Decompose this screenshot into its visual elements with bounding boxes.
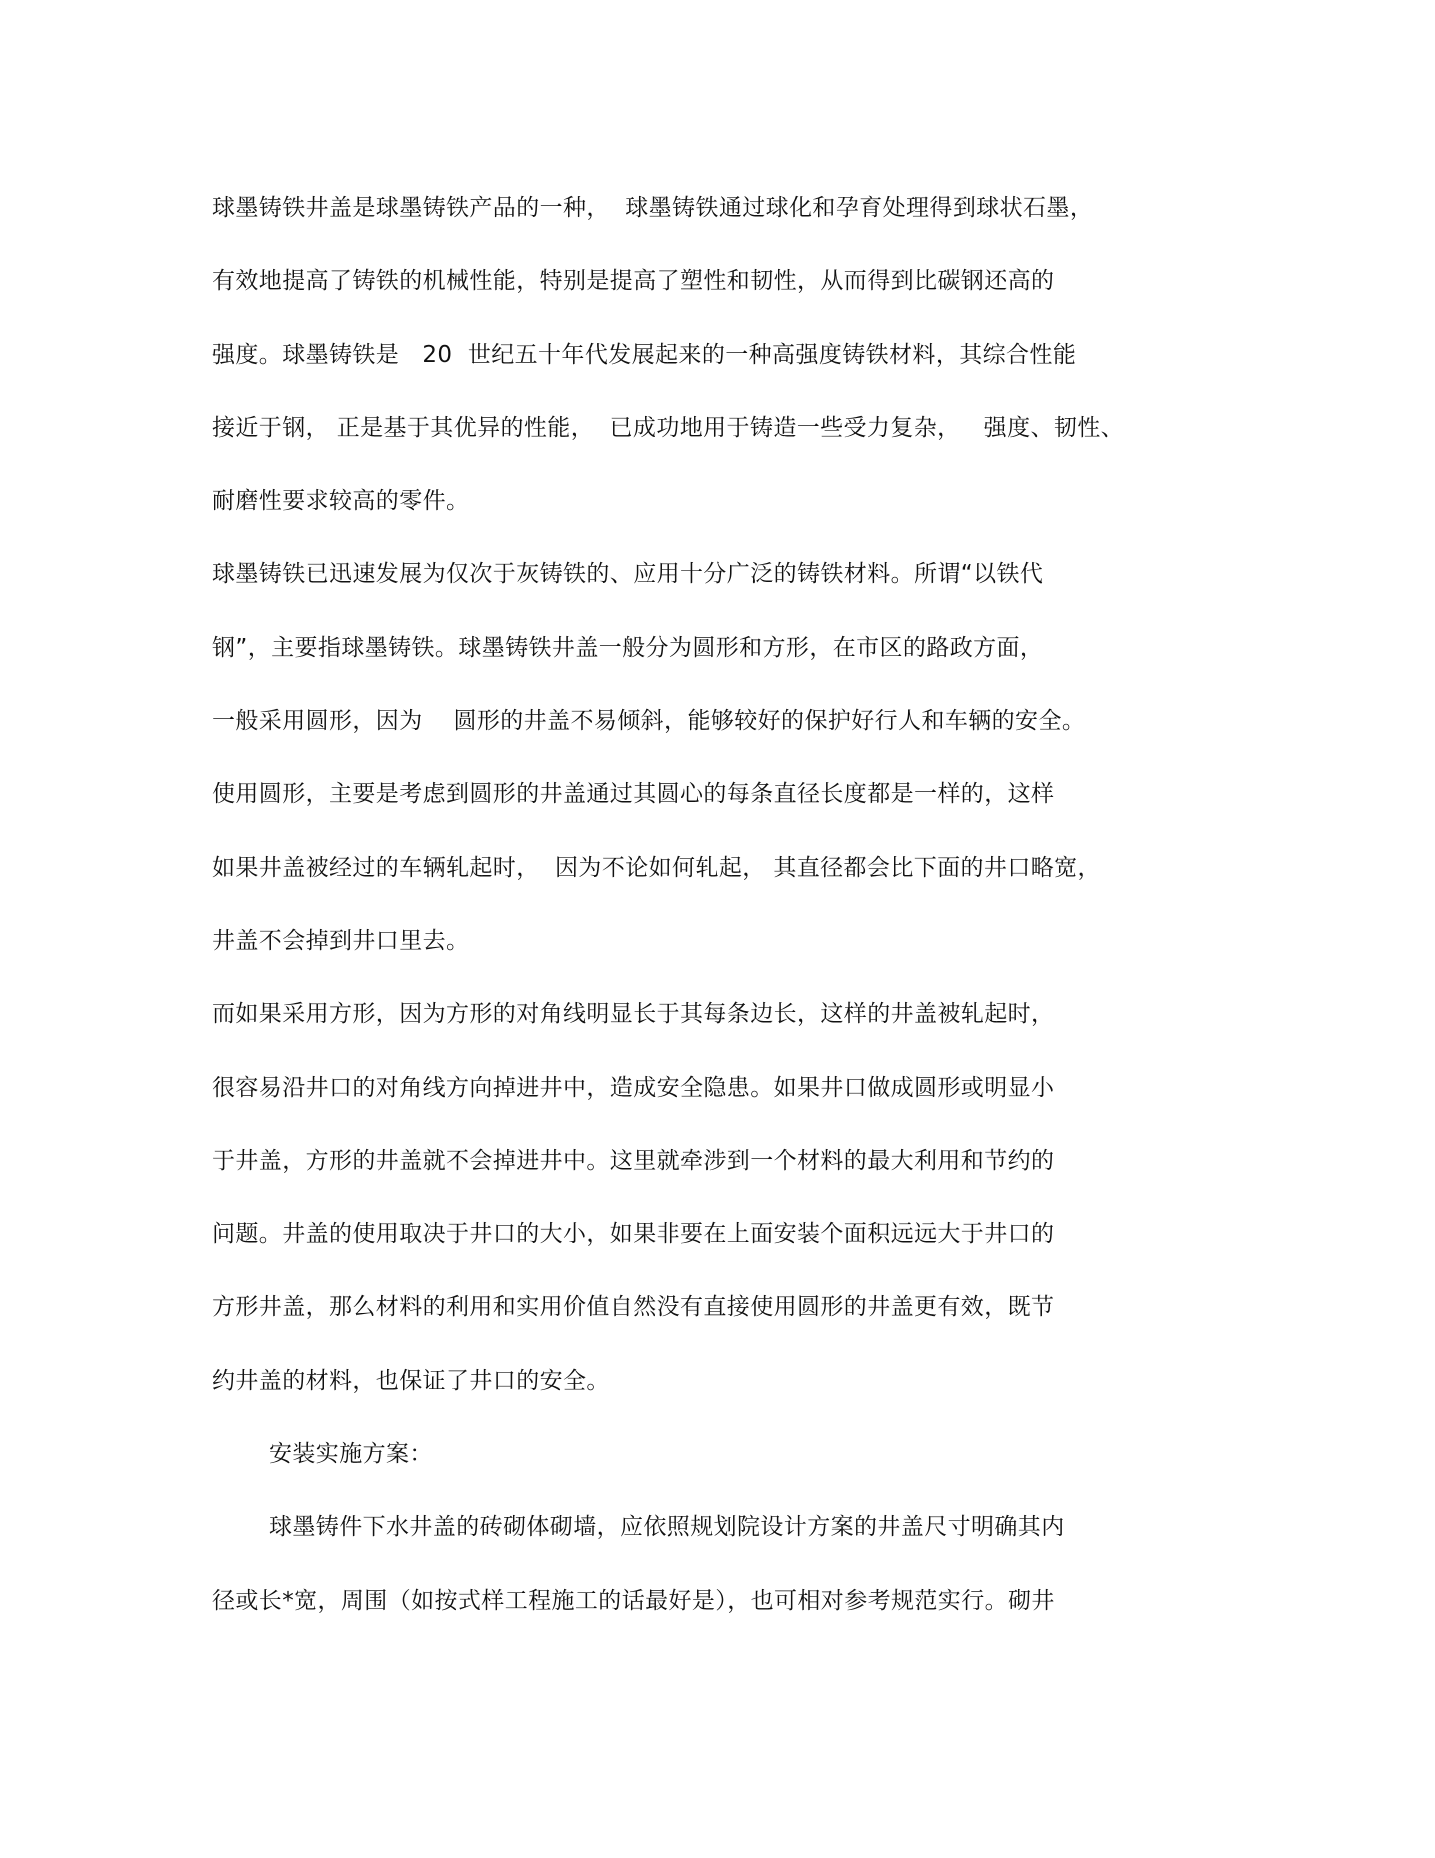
text-line: 球墨铸铁已迅速发展为仅次于灰铸铁的、应用十分广泛的铸铁材料。所谓“以铁代 <box>212 561 1044 588</box>
text-line: 问题。井盖的使用取决于井口的大小，如果非要在上面安装个面积远远大于井口的 <box>212 1221 1055 1248</box>
text-line: 约井盖的材料，也保证了井口的安全。 <box>212 1367 610 1394</box>
text-line: 使用圆形，主要是考虑到圆形的井盖通过其圆心的每条直径长度都是一样的，这样 <box>212 781 1055 808</box>
text-line: 于井盖，方形的井盖就不会掉进井中。这里就牵涉到一个材料的最大利用和节约的 <box>212 1147 1055 1174</box>
document-body <box>212 190 1252 1656</box>
section-heading: 安装实施方案： <box>269 1441 433 1468</box>
text-line: 钢”，主要指球墨铸铁。球墨铸铁井盖一般分为圆形和方形，在市区的路政方面， <box>212 634 1044 661</box>
text-line: 很容易沿井口的对角线方向掉进井中，造成安全隐患。如果井口做成圆形或明显小 <box>212 1074 1055 1101</box>
text-line: 球墨铸铁井盖是球墨铸铁产品的一种， 球墨铸铁通过球化和孕育处理得到球状石墨， <box>212 195 1094 221</box>
text-line: 一般采用圆形，因为 圆形的井盖不易倾斜，能够较好的保护好行人和车辆的安全。 <box>212 708 1086 735</box>
text-line: 井盖不会掉到井口里去。 <box>212 927 470 954</box>
text-line: 方形井盖，那么材料的利用和实用价值自然没有直接使用圆形的井盖更有效，既节 <box>212 1294 1055 1321</box>
text-line: 接近于钢， 正是基于其优异的性能， 已成功地用于铸造一些受力复杂， 强度、韧性、 <box>212 414 1125 441</box>
text-line: 径或长*宽，周围（如按式样工程施工的话最好是），也可相对参考规范实行。砌井 <box>212 1587 1055 1614</box>
text-line: 球墨铸件下水井盖的砖砌体砌墙，应依照规划院设计方案的井盖尺寸明确其内 <box>269 1514 1065 1541</box>
text-line: 如果井盖被经过的车辆轧起时， 因为不论如何轧起， 其直径都会比下面的井口略宽， <box>212 854 1101 881</box>
text-line: 耐磨性要求较高的零件。 <box>212 488 470 515</box>
text-line: 有效地提高了铸铁的机械性能，特别是提高了塑性和韧性，从而得到比碳钢还高的 <box>212 268 1055 295</box>
text-line: 而如果采用方形，因为方形的对角线明显长于其每条边长，这样的井盖被轧起时， <box>212 1001 1055 1028</box>
text-line: 强度。球墨铸铁是 20 世纪五十年代发展起来的一种高强度铸铁材料，其综合性能 <box>212 341 1077 368</box>
